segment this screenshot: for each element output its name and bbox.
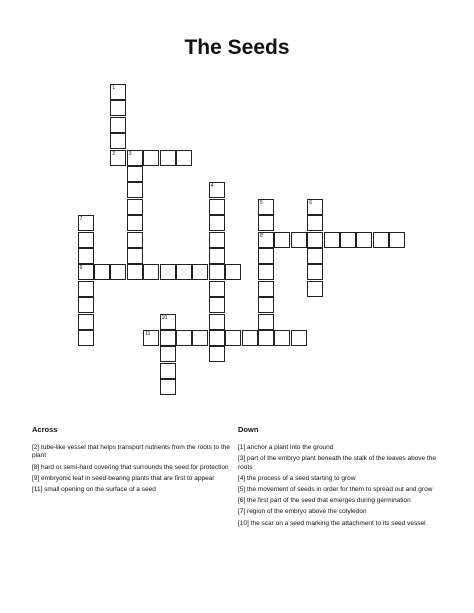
crossword-cell[interactable] (356, 232, 372, 248)
crossword-cell[interactable] (274, 232, 290, 248)
crossword-cell[interactable] (209, 248, 225, 264)
clue-number: 5 (260, 199, 263, 206)
crossword-cell[interactable] (160, 363, 176, 379)
crossword-cell[interactable] (209, 232, 225, 248)
crossword-cell[interactable] (78, 330, 94, 346)
crossword-cell[interactable] (127, 264, 143, 280)
clue-number: 3 (128, 150, 132, 157)
down-clues (238, 426, 443, 531)
crossword-cell[interactable] (110, 133, 126, 149)
down-clue: [4] the process of a seed starting to grow (238, 474, 356, 482)
crossword-cell[interactable] (127, 182, 143, 198)
crossword-cell[interactable] (258, 330, 274, 346)
crossword-cell[interactable] (307, 232, 323, 248)
crossword-cell[interactable] (209, 199, 225, 215)
crossword-cell[interactable] (176, 150, 192, 166)
across-heading: Across (32, 425, 58, 434)
crossword-cell[interactable] (110, 264, 126, 280)
crossword-cell[interactable] (307, 281, 323, 297)
down-clue: [6] the first part of the seed that emerges during germination (238, 497, 411, 505)
down-heading: Down (238, 425, 259, 434)
crossword-cell[interactable] (176, 264, 192, 280)
crossword-cell[interactable] (209, 314, 225, 330)
crossword-cell[interactable] (127, 199, 143, 215)
crossword-cell[interactable] (78, 297, 94, 313)
down-clue: [5] the movement of seeds in order for them to spread out and grow (238, 486, 433, 494)
crossword-cell[interactable] (160, 264, 176, 280)
crossword-cell[interactable] (160, 150, 176, 166)
crossword-cell[interactable] (307, 215, 323, 231)
crossword-cell[interactable] (127, 166, 143, 182)
crossword-cell[interactable] (307, 248, 323, 264)
crossword-cell[interactable] (258, 215, 274, 231)
crossword-cell[interactable] (160, 314, 176, 330)
crossword-cell[interactable] (373, 232, 389, 248)
clue-number: 8 (260, 232, 263, 239)
crossword-cell[interactable] (209, 215, 225, 231)
crossword-cell[interactable] (242, 330, 258, 346)
down-clue: [1] anchor a plant into the ground (238, 444, 334, 452)
crossword-cell[interactable] (209, 330, 225, 346)
clue-number: 9 (79, 265, 83, 272)
crossword-cell[interactable] (258, 248, 274, 264)
crossword-cell[interactable] (258, 281, 274, 297)
crossword-cell[interactable] (225, 330, 241, 346)
crossword-cell[interactable] (143, 330, 159, 346)
crossword-cell[interactable] (143, 150, 159, 166)
crossword-cell[interactable] (192, 264, 208, 280)
crossword-cell[interactable] (258, 264, 274, 280)
down-clue: [3] part of the embryo plant beneath the stalk of the leaves above the roots (238, 455, 437, 471)
clue-number: 2 (112, 150, 116, 157)
crossword-cell[interactable] (225, 264, 241, 280)
crossword-cell[interactable] (258, 232, 274, 248)
clue-number: 7 (79, 216, 83, 223)
crossword-cell[interactable] (143, 264, 159, 280)
crossword-cell[interactable] (209, 264, 225, 280)
clue-number: 4 (210, 183, 214, 190)
page-title: The Seeds (184, 36, 290, 59)
crossword-cell[interactable] (176, 330, 192, 346)
crossword-cell[interactable] (291, 232, 307, 248)
crossword-cell[interactable] (94, 264, 110, 280)
crossword-cell[interactable] (307, 264, 323, 280)
crossword-cell[interactable] (258, 297, 274, 313)
crossword-cell[interactable] (274, 330, 290, 346)
crossword-cell[interactable] (209, 182, 225, 198)
crossword-cell[interactable] (209, 281, 225, 297)
crossword-cell[interactable] (110, 84, 126, 100)
crossword-cell[interactable] (209, 297, 225, 313)
crossword-cell[interactable] (78, 248, 94, 264)
clue-number: 6 (309, 199, 312, 206)
crossword-cell[interactable] (78, 232, 94, 248)
crossword-cell[interactable] (127, 232, 143, 248)
crossword-cell[interactable] (127, 248, 143, 264)
down-clue: [7] region of the embryo above the cotyledon (238, 508, 367, 516)
crossword-cell[interactable] (110, 150, 126, 166)
crossword-cell[interactable] (160, 346, 176, 362)
crossword-cell[interactable] (110, 117, 126, 133)
crossword-cell[interactable] (340, 232, 356, 248)
across-clue: [8] hard or semi-hard covering that surrounds the seed for protection (32, 463, 229, 471)
crossword-cell[interactable] (258, 199, 274, 215)
crossword-cell[interactable] (127, 215, 143, 231)
crossword-cell[interactable] (258, 314, 274, 330)
crossword-cell[interactable] (209, 346, 225, 362)
clue-number: 1 (112, 85, 116, 91)
crossword-cell[interactable] (78, 314, 94, 330)
crossword-cell[interactable] (110, 100, 126, 116)
crossword-cell[interactable] (307, 199, 323, 215)
clue-number: 11 (145, 331, 151, 337)
across-clue: [11] small opening on the surface of a seed (32, 486, 156, 494)
crossword-cell[interactable] (192, 330, 208, 346)
crossword-cell[interactable] (389, 232, 405, 248)
crossword-cell[interactable] (78, 281, 94, 297)
across-clue: [9] embryonic leaf in seed-bearing plants that are first to appear (32, 474, 215, 482)
across-clues (32, 426, 232, 497)
crossword-cell[interactable] (78, 264, 94, 280)
down-clue: [10] the scar on a seed marking the attachment to its seed vessel (238, 519, 426, 527)
crossword-cell[interactable] (160, 330, 176, 346)
across-clue: [2] tube-like vessel that helps transport nutrients from the roots to the plant (32, 444, 230, 460)
crossword-cell[interactable] (324, 232, 340, 248)
crossword-cell[interactable] (78, 215, 94, 231)
crossword-cell[interactable] (160, 379, 176, 395)
crossword-cell[interactable] (127, 150, 143, 166)
crossword-cell[interactable] (291, 330, 307, 346)
clue-number: 10 (161, 314, 168, 321)
